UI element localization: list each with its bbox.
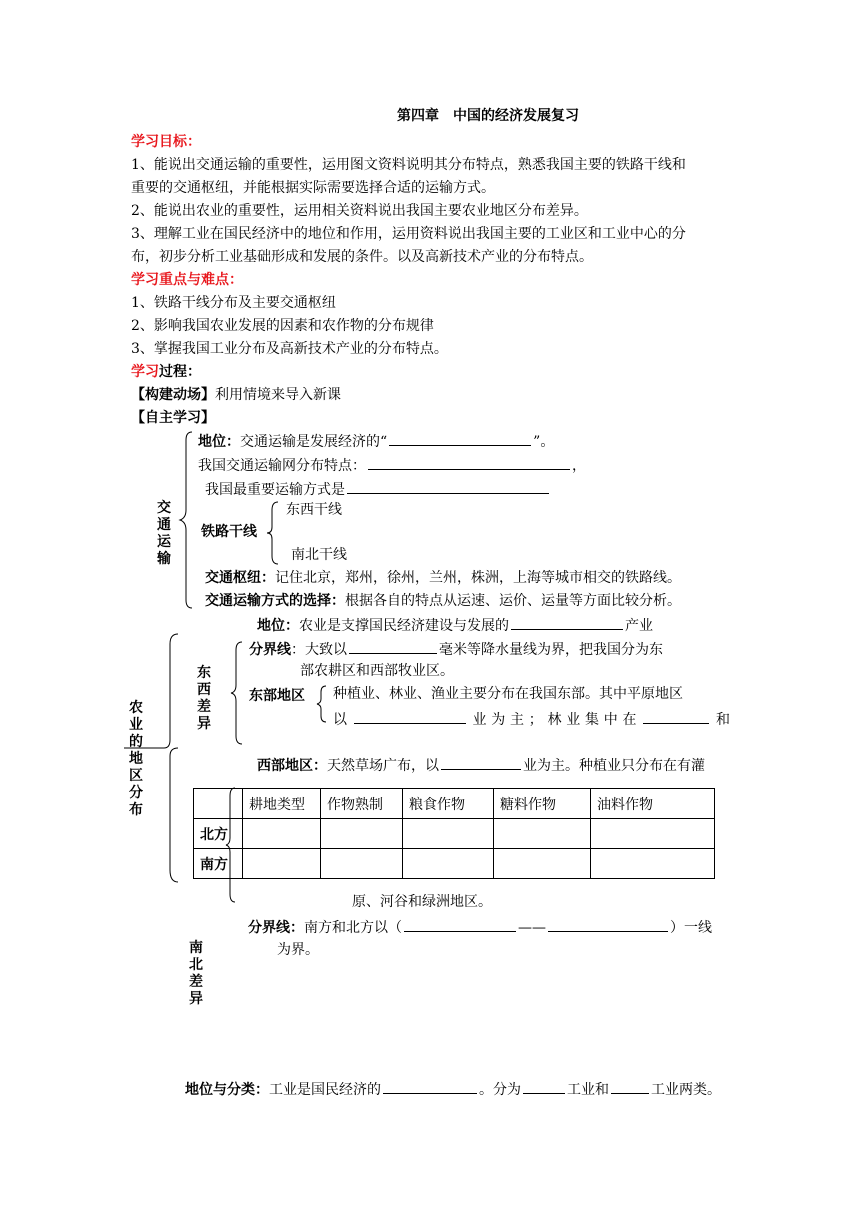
table-row [194,819,715,849]
mode-choice-line: 交通运输方式的选择：根据各自的特点从运速、运价、运量等方面比较分析。 [205,593,681,609]
goal-line: 1、能说出交通运输的重要性，运用图文资料说明其分布特点，熟悉我国主要的铁路干线和 [131,157,686,173]
table-header: 耕地类型 [243,789,321,819]
key-point: 1、铁路干线分布及主要交通枢纽 [131,295,336,311]
agri-brace [120,630,186,900]
table-header: 糖料作物 [494,789,591,819]
table-row-label: 北方 [194,819,243,849]
table-cell [591,819,715,849]
build-line: 【构建动场】利用情境来导入新课 [131,387,341,403]
ew-divide-line-2: 部农耕区和西部牧业区。 [300,663,454,679]
east-region-label: 东部地区 [249,688,305,704]
north-south-railway: 南北干线 [291,547,347,563]
west-region-line-2: 原、河谷和绿洲地区。 [352,894,492,910]
east-region-text-2: 以 业为主；林业集中在 和 [333,708,730,730]
east-region-text: 种植业、林业、渔业主要分布在我国东部。其中平原地区 [333,686,683,702]
ew-divide-line: 分界线：大致以 毫米等降水量线为界，把我国分为东 [249,638,663,660]
goals-heading: 学习目标： [131,134,201,150]
transport-vertical-label: 交通运输 [157,500,171,567]
table-cell [403,849,494,879]
east-west-diff-label: 东西差异 [197,665,211,732]
table-row [194,789,715,819]
key-point: 2、影响我国农业发展的因素和农作物的分布规律 [131,318,434,334]
transport-status-line: 地位：交通运输是发展经济的“ ”。 [198,430,554,452]
table-row [194,849,715,879]
table-row-label: 南方 [194,849,243,879]
hub-line: 交通枢纽：记住北京，郑州，徐州，兰州，株洲，上海等城市相交的铁路线。 [205,570,681,586]
table-cell [403,819,494,849]
east-west-brace [230,640,246,746]
table-cell [591,849,715,879]
goal-line: 布，初步分析工业基础形成和发展的条件。以及高新技术产业的分布特点。 [131,249,593,265]
agri-vertical-label: 农业的地区分布 [129,700,143,818]
goal-line: 3、理解工业在国民经济中的地位和作用，运用资料说出我国主要的工业区和工业中心的分 [131,226,686,242]
table-overlay-brace [224,786,238,904]
table-header: 油料作物 [591,789,715,819]
transport-network-line: 我国交通运输网分布特点： ， [198,454,586,476]
table-cell [494,849,591,879]
self-study-heading: 【自主学习】 [131,410,215,426]
table-header: 粮食作物 [403,789,494,819]
table-cell [243,849,321,879]
east-region-brace [315,684,329,724]
process-heading: 学习过程： [131,364,201,380]
goal-line: 2、能说出农业的重要性，运用相关资料说出我国主要农业地区分布差异。 [131,203,588,219]
north-south-diff-label: 南北差异 [189,940,203,1007]
table-cell [321,819,403,849]
agri-status-line: 地位：农业是支撑国民经济建设与发展的 产业 [257,614,653,636]
table-cell [243,819,321,849]
crop-table [193,788,715,879]
page-title: 第四章 中国的经济发展复习 [397,108,579,124]
ns-divide-line-2: 为界。 [277,942,319,958]
railway-label: 铁路干线 [201,524,257,540]
table-header: 作物熟制 [321,789,403,819]
railway-brace [266,500,282,566]
ns-divide-line: 分界线：南方和北方以（ —— ）一线 [248,916,712,938]
key-heading: 学习重点与难点： [131,272,243,288]
west-region-line: 西部地区：天然草场广布，以 业为主。种植业只分布在有灌 [257,754,705,776]
goal-line: 重要的交通枢纽，并能根据实际需要选择合适的运输方式。 [131,180,495,196]
industry-line: 地位与分类：工业是国民经济的 。分为 工业和 工业两类。 [185,1078,721,1100]
transport-brace [178,430,198,610]
key-point: 3、掌握我国工业分布及高新技术产业的分布特点。 [131,341,448,357]
transport-mode-line: 我国最重要运输方式是 [205,478,551,500]
table-cell [494,819,591,849]
table-cell [321,849,403,879]
east-west-railway: 东西干线 [286,502,342,518]
